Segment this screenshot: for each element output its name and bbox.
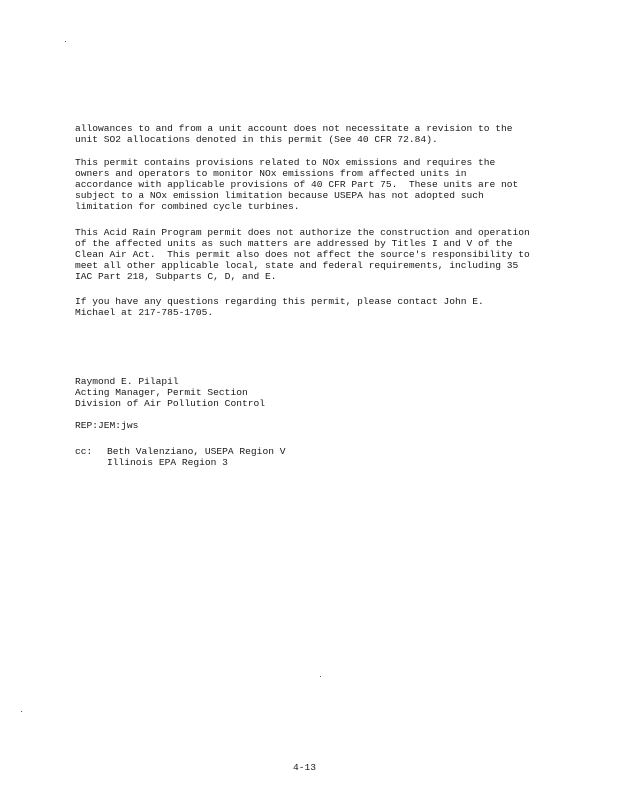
initials-text: REP:JEM:jws (75, 420, 139, 431)
signatory-division: Division of Air Pollution Control (75, 398, 265, 409)
text-line: allowances to and from a unit account does not necessitate a revision to the (75, 123, 513, 134)
text-line: unit SO2 allocations denoted in this permit (See 40 CFR 72.84). (75, 134, 438, 145)
text-line: subject to a NOx emission limitation because USEPA has not adopted such (75, 190, 484, 201)
scan-speck (21, 711, 22, 712)
reference-initials (75, 420, 545, 431)
signatory-name: Raymond E. Pilapil (75, 376, 179, 387)
cc-label: cc: (75, 446, 93, 457)
text-line: meet all other applicable local, state and federal requirements, including 35 (75, 260, 519, 271)
text-line: of the affected units as such matters are addressed by Titles I and V of the (75, 238, 513, 249)
text-line: Michael at 217-785-1705. (75, 307, 214, 318)
cc-block (75, 446, 545, 468)
cc-line (75, 457, 545, 468)
cc-recipient: Beth Valenziano, USEPA Region V (107, 446, 286, 457)
signature-block (75, 376, 545, 409)
text-line: This permit contains provisions related to NOx emissions and requires the (75, 157, 496, 168)
signatory-title: Acting Manager, Permit Section (75, 387, 248, 398)
text-line: accordance with applicable provisions of 40 CFR Part 75. These units are not (75, 179, 519, 190)
text-line: limitation for combined cycle turbines. (75, 201, 300, 212)
scan-speck (320, 676, 321, 677)
paragraph-contact (75, 296, 545, 318)
text-line: IAC Part 218, Subparts C, D, and E. (75, 271, 277, 282)
cc-line (75, 446, 545, 457)
page-number: 4-13 (293, 762, 317, 773)
paragraph-authorization (75, 227, 545, 282)
cc-recipient: Illinois EPA Region 3 (107, 457, 228, 468)
scan-speck (65, 41, 66, 42)
text-line: This Acid Rain Program permit does not authorize the construction and operation (75, 227, 530, 238)
paragraph-allowances (75, 123, 545, 145)
text-line: owners and operators to monitor NOx emissions from affected units in (75, 168, 467, 179)
paragraph-nox-provisions (75, 157, 545, 212)
text-line: If you have any questions regarding this permit, please contact John E. (75, 296, 484, 307)
text-line: Clean Air Act. This permit also does not affect the source's responsibility to (75, 249, 530, 260)
